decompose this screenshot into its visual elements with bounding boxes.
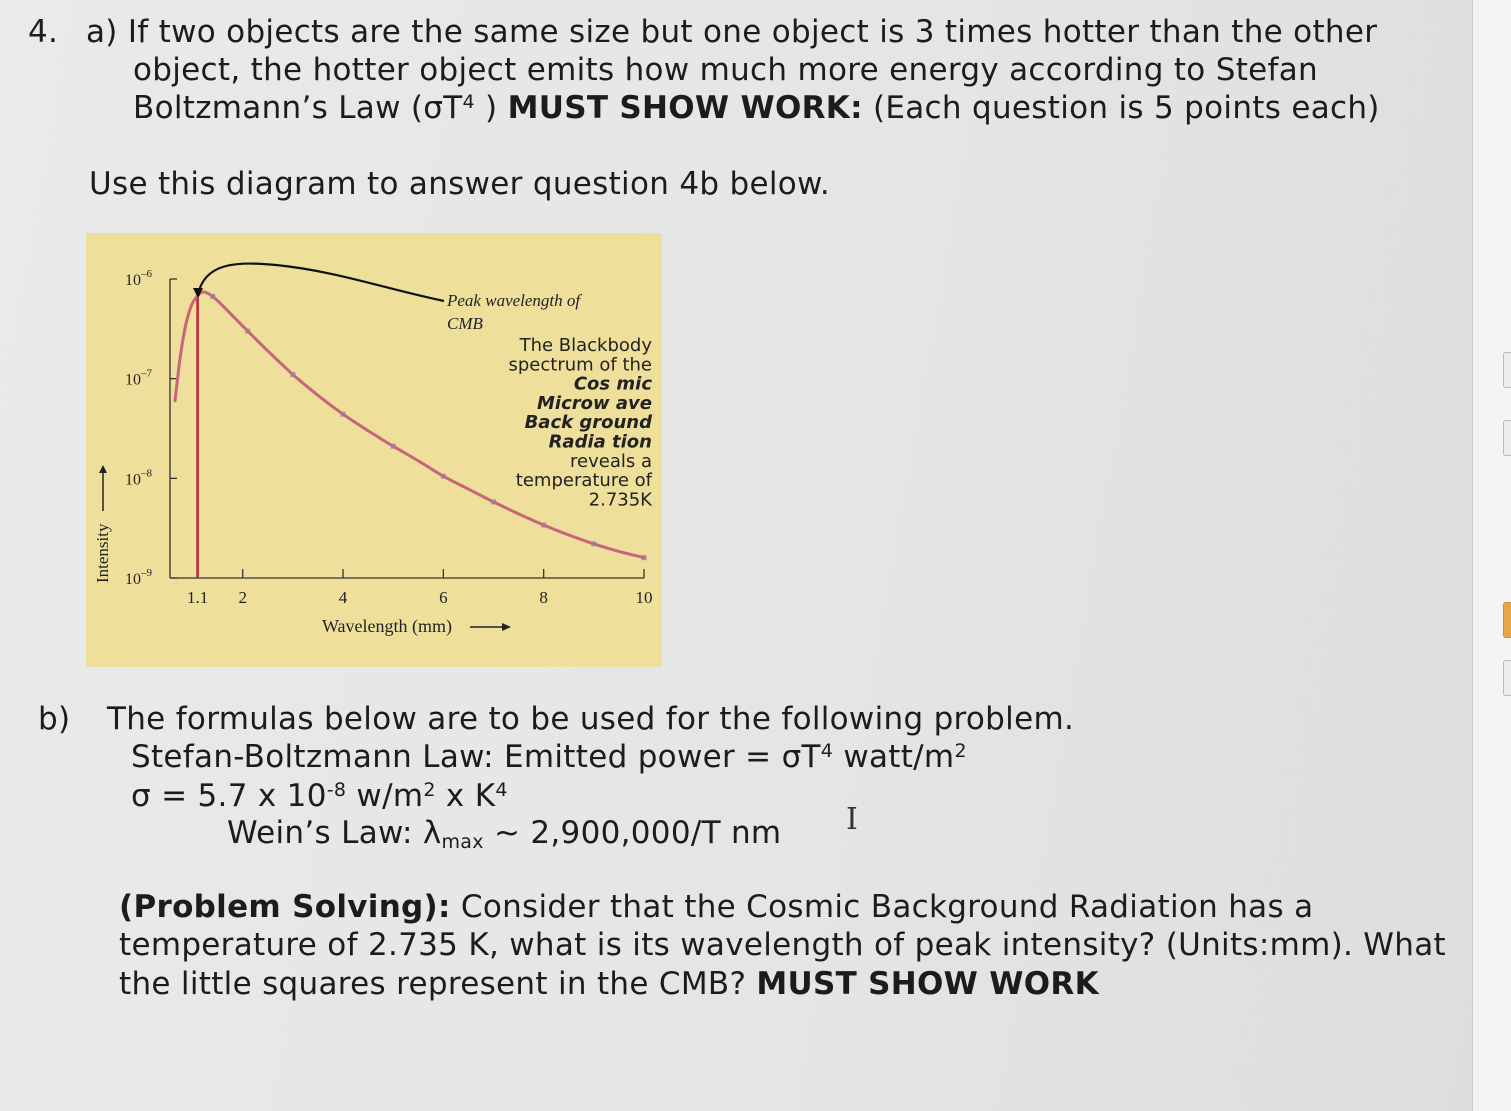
curve-point	[642, 555, 647, 560]
caption-line: 2.735K	[588, 489, 652, 511]
curve-point	[391, 444, 396, 449]
peak-label-line-2: CMB	[447, 314, 483, 333]
caption-line: reveals a	[570, 450, 652, 472]
question-number: 4.	[28, 14, 59, 50]
x-tick-label: 10	[635, 588, 653, 607]
caption-line: The Blackbody	[519, 335, 652, 356]
caption-line: Microw ave	[537, 392, 652, 414]
question-4a-line-1: a) If two objects are the same size but one object is 3 times hotter than the other	[86, 14, 1378, 50]
cmb-blackbody-diagram	[86, 233, 662, 667]
curve-point	[210, 294, 215, 299]
caption-line: temperature of	[515, 470, 652, 492]
curve-point	[591, 541, 596, 546]
sigma-constant: σ = 5.7 x $10^{-8}$ $w/m^2$ x $K^4$	[131, 778, 508, 814]
x-tick-label: 1.1	[186, 588, 209, 607]
caption-line: Radia tion	[548, 431, 652, 453]
x-tick-label: 4	[338, 588, 348, 607]
problem-solving-line-2: temperature of 2.735 K, what is its wavelength of peak intensity? (Units:mm). What	[119, 927, 1446, 963]
y-tick-exponent: –6	[141, 268, 152, 280]
side-tab[interactable]	[1503, 420, 1511, 456]
question-4a-line-3: Boltzmann’s Law ($\sigma T^4$ ) MUST SHOW WORK: (Each question is 5 points each)	[133, 90, 1380, 126]
text-cursor-icon: I	[846, 802, 858, 837]
x-axis-label: Wavelength (mm)	[322, 616, 453, 636]
question-4b-label: b)	[38, 701, 71, 737]
x-tick-label: 2	[238, 588, 247, 607]
curve-point	[491, 499, 496, 504]
y-tick-exponent: –9	[141, 567, 152, 579]
question-4a-line-2: object, the hotter object emits how much more energy according to Stefan	[133, 52, 1318, 88]
curve-point	[290, 372, 295, 377]
curve-point	[541, 523, 546, 528]
side-tab[interactable]	[1503, 352, 1511, 388]
y-tick-label: $10^{-9}$	[125, 567, 152, 588]
page-edge	[1472, 0, 1511, 1111]
caption-line: Back ground	[524, 412, 652, 434]
y-axis-label: Intensity	[93, 523, 112, 583]
curve-point	[245, 329, 250, 334]
side-tab[interactable]	[1503, 660, 1511, 696]
x-tick-label: 8	[539, 588, 548, 607]
x-tick-label: 6	[439, 588, 448, 607]
must-show-work: MUST SHOW WORK:	[507, 90, 863, 126]
question-4b-intro: The formulas below are to be used for the following problem.	[107, 701, 1075, 737]
y-tick-label: $10^{-8}$	[125, 467, 152, 489]
curve-point	[441, 474, 446, 479]
y-tick-exponent: –8	[141, 467, 152, 480]
problem-solving-line-3: the little squares represent in the CMB? MUST SHOW WORK	[119, 966, 1099, 1002]
peak-label-line-1: Peak wavelength of	[447, 291, 581, 310]
side-tab-highlighted[interactable]	[1503, 602, 1511, 638]
curve-point	[341, 412, 346, 417]
caption-line: spectrum of the	[508, 354, 652, 376]
diagram-instruction: Use this diagram to answer question 4b below.	[89, 166, 830, 202]
diagram-caption	[508, 335, 653, 510]
caption-line: Cos mic	[573, 373, 652, 395]
y-tick-label: $10^{-7}$	[125, 367, 152, 389]
wein-law-formula: Wein’s Law: $\lambda_{max}$ ~ 2,900,000/T nm	[227, 815, 782, 853]
y-tick-label: $10^{-6}$	[125, 268, 152, 289]
stefan-boltzmann-formula: Stefan-Boltzmann Law: Emitted power = $\sigma T^4$ watt/$m^2$	[131, 739, 967, 775]
y-tick-exponent: –7	[141, 367, 152, 380]
problem-solving-line-1: (Problem Solving): Consider that the Cosmic Background Radiation has a	[119, 889, 1314, 925]
